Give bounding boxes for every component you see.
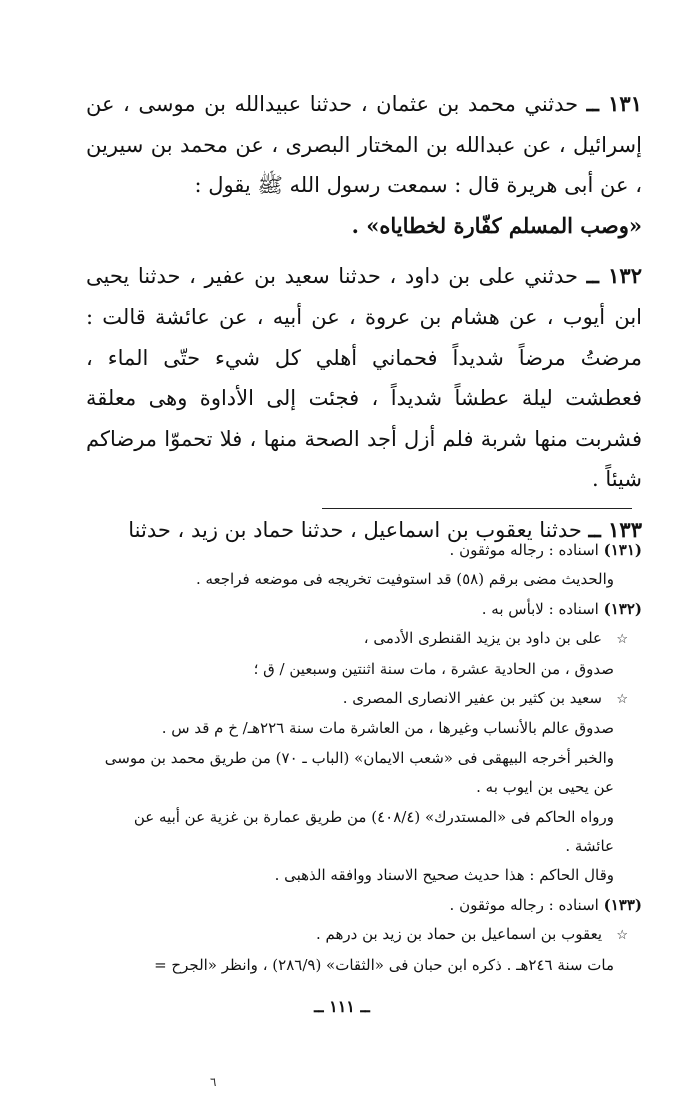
- footnote-text: يعقوب بن اسماعيل بن حماد بن زيد بن درهم .: [315, 925, 602, 944]
- footnote-text: على بن داود بن يزيد القنطرى الأدمى ،: [363, 629, 602, 648]
- footnote-text: وقال الحاكم : هذا حديث صحيح الاسناد ووافقه الذهبى .: [274, 866, 614, 885]
- footnote-text: عن يحيى بن ايوب به .: [476, 778, 614, 797]
- footnotes: [86, 536, 642, 980]
- footnote-line: [86, 565, 642, 594]
- footnote-text: اسناده : رجاله موثقون .: [449, 895, 599, 914]
- footnote-line: [86, 624, 642, 654]
- footnote-line: [86, 951, 642, 980]
- hadith-body: حدثني محمد بن عثمان ، حدثنا عبيدالله بن موسى ، عن إسرائيل ، عن عبدالله بن المختار البصرى ، عن محمد بن سيرين ، عن أبى هريرة قال : سمعت رسول الله ﷺ يقول :: [86, 92, 642, 198]
- footnote-line: [86, 536, 642, 565]
- footnote-line: [86, 595, 642, 624]
- footnote-line: [86, 714, 642, 743]
- bottom-mark: ٦: [210, 1075, 217, 1089]
- footnote-text: اسناده : رجاله موثقون .: [449, 541, 599, 559]
- star-icon: ☆: [616, 692, 628, 708]
- footnote-text: والخبر أخرجه البيهقى فى «شعب الايمان» (الباب ـ ٧٠) من طريق محمد بن موسى: [104, 748, 614, 767]
- footnote-label: (١٣٣): [603, 895, 642, 914]
- footnote-label: (١٣٢): [603, 599, 642, 618]
- hadith-131: [86, 84, 642, 246]
- footnote-line: [86, 655, 642, 684]
- main-text: [86, 84, 642, 551]
- hadith-quote: «وصب المسلم كفّارة لخطاياه» .: [351, 212, 642, 238]
- footnote-line: [86, 744, 642, 773]
- hadith-number: ١٣١ ــ: [586, 91, 642, 116]
- footnote-line: [86, 920, 642, 950]
- footnote-text: سعيد بن كثير بن عفير الانصارى المصرى .: [342, 689, 602, 708]
- star-icon: ☆: [616, 928, 628, 944]
- footnote-line: [86, 891, 642, 920]
- footnote-text: والحديث مضى برقم (٥٨) قد استوفيت تخريجه فى موضعه فراجعه .: [195, 570, 614, 589]
- footnote-text: صدوق عالم بالأنساب وغيرها ، من العاشرة مات سنة ٢٢٦هـ/ خ م قد س .: [161, 719, 614, 738]
- footnote-text: عائشة .: [565, 837, 614, 856]
- footnote-text: اسناده : لابأس به .: [481, 599, 599, 618]
- hadith-body: حدثني على بن داود ، حدثنا سعيد بن عفير ، حدثنا يحيى ابن أيوب ، عن هشام بن عروة ، عن أبيه ، عن عائشة قالت : مرضتُ مرضاً شديداً فحماني أهلي كل شيء حتّى الماء ، فعطشت ليلة عطشاً شديداً ، فجئت إلى الأداوة وهى معلقة فشربت منها شربة فلم أزل أجد الصحة منها ، فلا تحموّا مرضاكم شيئاً .: [86, 264, 642, 492]
- hadith-number: ١٣٣ ــ: [588, 516, 642, 542]
- footnote-label: (١٣١): [603, 541, 642, 559]
- footnote-text: مات سنة ٢٤٦هـ . ذكره ابن حبان فى «الثقات» (٢٨٦/٩) ، وانظر «الجرح =: [154, 955, 614, 974]
- footnote-line: [86, 803, 642, 832]
- footnote-divider: [322, 508, 632, 509]
- star-icon: ☆: [616, 632, 628, 648]
- page-number: ــ ١١١ ــ: [314, 997, 370, 1016]
- hadith-body: حدثنا يعقوب بن اسماعيل ، حدثنا حماد بن زيد ، حدثنا: [128, 517, 582, 542]
- footnote-line: [86, 773, 642, 802]
- footnote-line: [86, 861, 642, 890]
- footnote-line: [86, 832, 642, 861]
- hadith-132: [86, 256, 642, 500]
- hadith-number: ١٣٢ ــ: [586, 263, 642, 289]
- footnote-text: صدوق ، من الحادية عشرة ، مات سنة اثنتين وسبعين / ق ؛: [253, 659, 614, 678]
- footnote-text: ورواه الحاكم فى «المستدرك» (٤٠٨/٤) من طريق عمارة بن غزية عن أبيه عن: [133, 807, 614, 826]
- footnote-line: [86, 684, 642, 714]
